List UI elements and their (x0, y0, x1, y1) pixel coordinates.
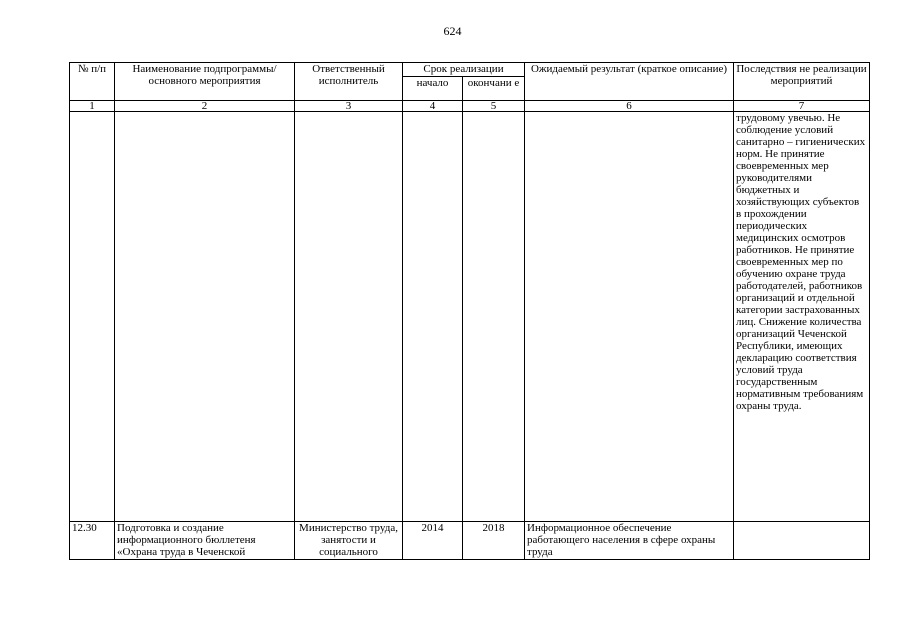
row-consequences (734, 522, 870, 560)
table-row (70, 112, 870, 522)
row-name (115, 112, 295, 522)
row-end (463, 112, 525, 522)
table-row (70, 522, 870, 560)
header-period: Срок реализации (403, 63, 525, 77)
page-number: 624 (443, 24, 462, 38)
row-consequences: трудовому увечью. Не соблюдение условий санитарно – гигиенических норм. Не принятие своевременных мер руководителями бюджетных и хозяйствующих субъектов в прохождении периодических медицинских осмотров работников. Не принятие своевременных мер по обучению охране труда работодателей, работников организаций и отдельной категории застрахованных лиц. Снижение количества организаций Чеченской Республики, имеющих декларацию соответствия условий труда государственным нормативным требованиям охраны труда. (734, 112, 870, 522)
row-start (403, 112, 463, 522)
header-result: Ожидаемый результат (краткое описание) (525, 63, 734, 101)
header-executor: Ответственный исполнитель (295, 63, 403, 101)
measures-table (69, 62, 870, 560)
row-executor (295, 112, 403, 522)
column-number: 6 (525, 101, 734, 112)
header-end: окончани е (463, 77, 525, 101)
column-number: 3 (295, 101, 403, 112)
row-result: Информационное обеспечение работающего населения в сфере охраны труда (525, 522, 734, 560)
column-number: 4 (403, 101, 463, 112)
row-executor: Министерство труда, занятости и социального (295, 522, 403, 560)
header-start: начало (403, 77, 463, 101)
row-name: Подготовка и создание информационного бюллетеня «Охрана труда в Чеченской (115, 522, 295, 560)
header-number: № п/п (70, 63, 115, 101)
column-number: 1 (70, 101, 115, 112)
row-result (525, 112, 734, 522)
column-number: 5 (463, 101, 525, 112)
row-number (70, 112, 115, 522)
row-start: 2014 (403, 522, 463, 560)
row-number: 12.30 (70, 522, 115, 560)
row-end: 2018 (463, 522, 525, 560)
header-consequences: Последствия не реализации мероприятий (734, 63, 870, 101)
column-number: 7 (734, 101, 870, 112)
column-number: 2 (115, 101, 295, 112)
header-name: Наименование подпрограммы/ основного мероприятия (115, 63, 295, 101)
